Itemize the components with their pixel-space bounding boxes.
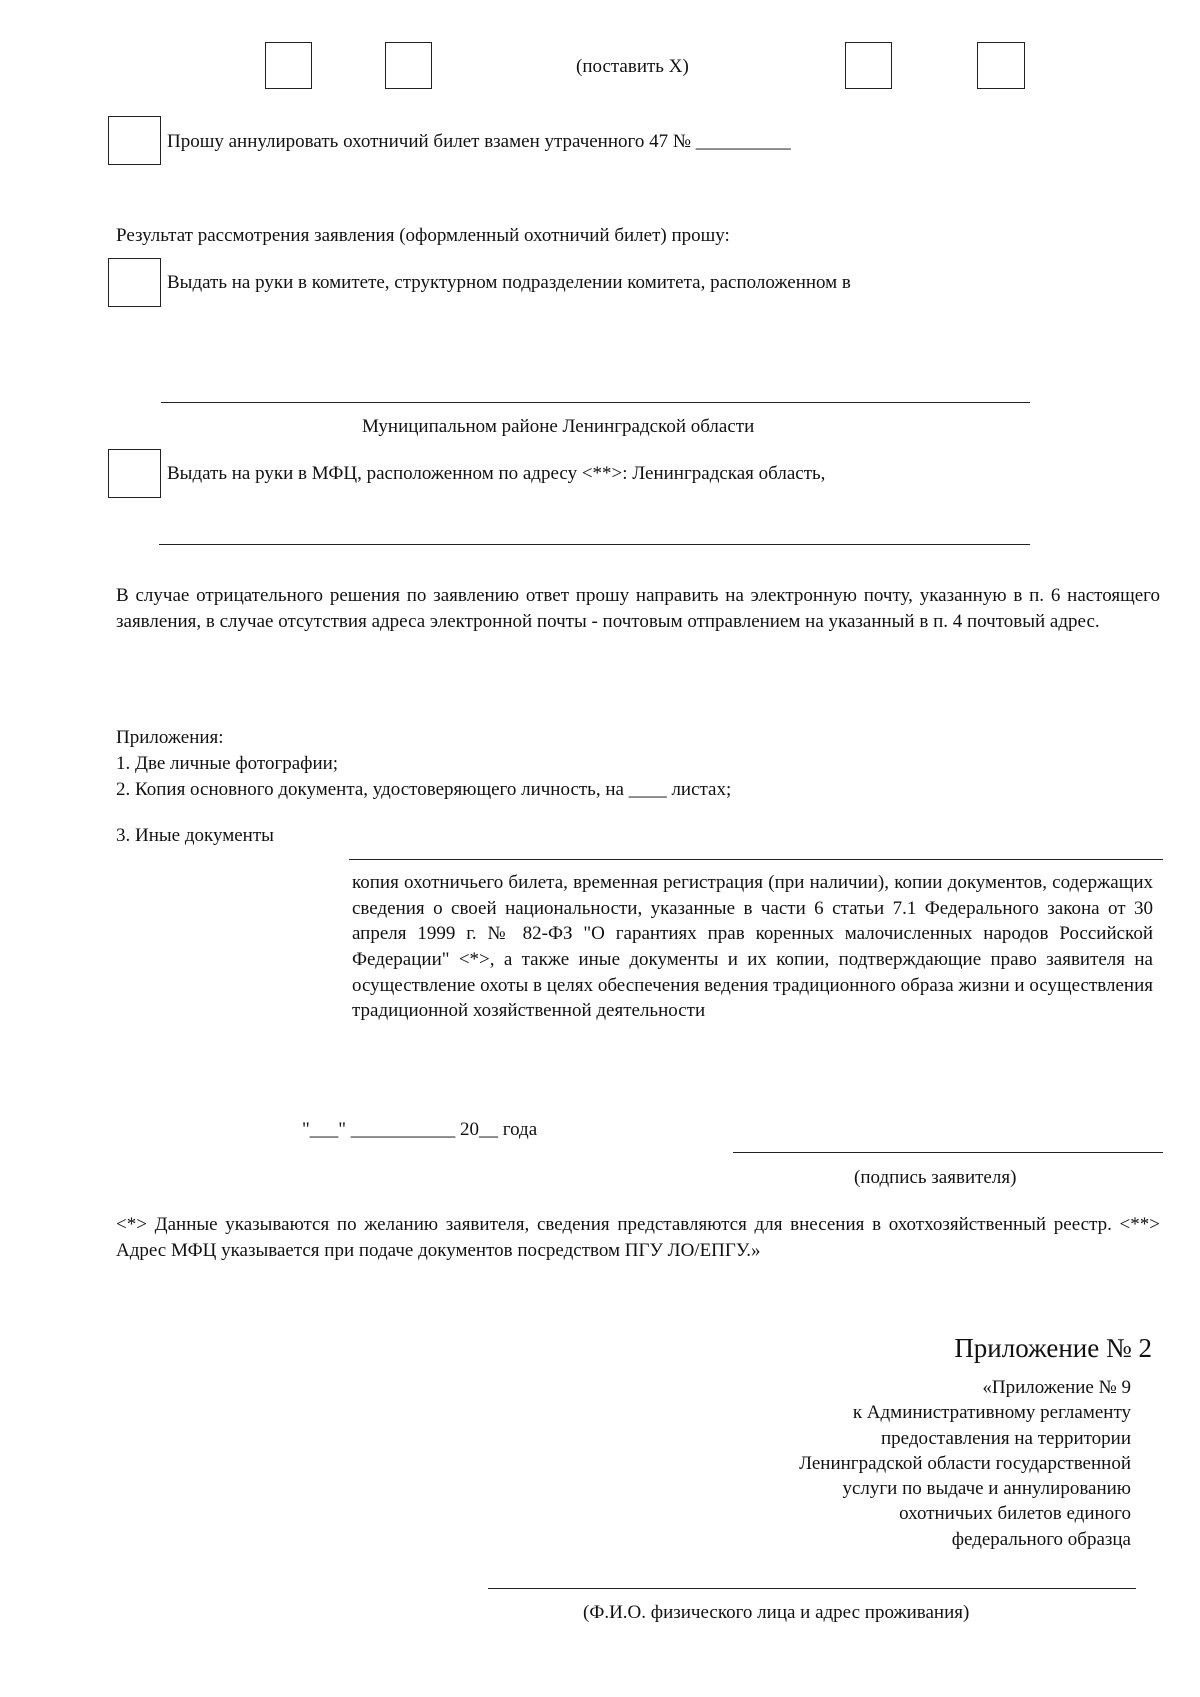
checkbox-annul[interactable]	[108, 116, 161, 165]
checkbox-top-3[interactable]	[845, 42, 892, 89]
option-committee: Выдать на руки в комитете, структурном подразделении комитета, расположенном в	[167, 272, 851, 293]
appendix-line: охотничьих билетов единого	[899, 1503, 1131, 1525]
attachment-item-1: 1. Две личные фотографии;	[116, 753, 339, 774]
checkbox-top-1[interactable]	[265, 42, 312, 89]
checkbox-committee[interactable]	[108, 258, 161, 307]
other-docs-line	[349, 859, 1163, 860]
appendix-title: Приложение № 2	[954, 1333, 1152, 1363]
applicant-line	[488, 1588, 1136, 1589]
attachment-item-2: 2. Копия основного документа, удостоверяющего личность, на ____ листах;	[116, 779, 732, 800]
other-docs-text: копия охотничьего билета, временная регистрация (при наличии), копии документов, содержащих сведения о своей национальности, указанные в части 6 статьи 7.1 Федерального закона от 30 апреля 1999 г. № 82-ФЗ "О гарантиях прав коренных малочисленных народов Российской Федерации" <*>, а также иные документы и их копии, подтверждающие право заявителя на осуществление охоты в целях обеспечения ведения традиционного образа жизни и осуществления традиционной хозяйственной деятельности	[352, 872, 1153, 1022]
checkbox-mfc[interactable]	[108, 449, 161, 498]
attachment-item-3: 3. Иные документы	[116, 825, 274, 846]
appendix-line: к Административному регламенту	[852, 1402, 1131, 1424]
signature-caption: (подпись заявителя)	[854, 1167, 1017, 1188]
applicant-caption: (Ф.И.О. физического лица и адрес проживания)	[583, 1602, 970, 1623]
mfc-address-line	[159, 544, 1030, 545]
appendix-line: «Приложение № 9	[982, 1377, 1131, 1398]
date-line: "___" ___________ 20__ года	[302, 1119, 538, 1140]
appendix-lines	[799, 1375, 1131, 1552]
appendix-line: федерального образца	[951, 1528, 1131, 1550]
appendix-line: услуги по выдаче и аннулированию	[842, 1478, 1131, 1500]
district-caption: Муниципальном районе Ленинградской области	[362, 416, 755, 437]
attachments-title: Приложения:	[116, 727, 224, 748]
checkbox-top-2[interactable]	[385, 42, 432, 89]
appendix-line: предоставления на территории	[881, 1427, 1131, 1449]
committee-location-line	[161, 402, 1030, 403]
result-intro: Результат рассмотрения заявления (оформленный охотничий билет) прошу:	[116, 225, 730, 246]
signature-line	[733, 1152, 1163, 1153]
mark-x-hint: (поставить X)	[576, 56, 689, 77]
negative-decision-text: В случае отрицательного решения по заявлению ответ прошу направить на электронную почту, указанную в п. 6 настоящего заявления, в случае отсутствия адреса электронной почты - почтовым отправлением на указанный в п. 4 почтовый адрес.	[116, 585, 1160, 632]
annul-text: Прошу аннулировать охотничий билет взамен утраченного 47 № __________	[167, 131, 791, 152]
checkbox-top-4[interactable]	[977, 42, 1025, 89]
option-mfc: Выдать на руки в МФЦ, расположенном по адресу <**>: Ленинградская область,	[167, 463, 826, 484]
appendix-line: Ленинградской области государственной	[799, 1452, 1131, 1474]
footnote: <*> Данные указываются по желанию заявителя, сведения представляются для внесения в охотхозяйственный реестр. <**> Адрес МФЦ указывается при подаче документов посредством ПГУ ЛО/ЕПГУ.»	[116, 1214, 1160, 1261]
